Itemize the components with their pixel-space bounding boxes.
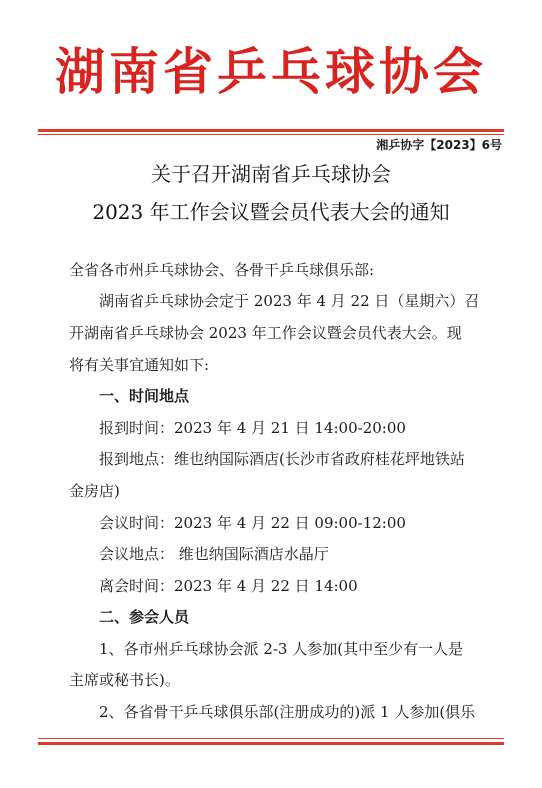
masthead-rule-thin — [38, 134, 504, 135]
meeting-time: 会议时间：2023 年 4 月 22 日 09:00-12:00 — [99, 514, 406, 532]
intro-line-1: 湖南省乒乓球协会定于 2023 年 4 月 22 日（星期六）召 — [99, 292, 480, 310]
leave-time: 离会时间：2023 年 4 月 22 日 14:00 — [99, 577, 358, 595]
attendee-2-line-1: 2、各省骨干乒乓球俱乐部(注册成功的)派 1 人参加(俱乐 — [99, 703, 476, 721]
footer-rule-thick — [38, 742, 504, 745]
checkin-time: 报到时间：2023 年 4 月 21 日 14:00-20:00 — [99, 419, 406, 437]
salutation: 全省各市州乒乓球协会、各骨干乒乓球俱乐部: — [69, 261, 375, 279]
document-number: 湘乒协字【2023】6号 — [376, 138, 502, 152]
section-heading-time-place: 一、时间地点 — [99, 387, 190, 405]
attendee-1-line-2: 主席或秘书长)。 — [69, 671, 180, 689]
notice-title-line1: 关于召开湖南省乒乓球协会 — [151, 162, 391, 186]
footer-rule-thin — [38, 738, 504, 739]
checkin-place-line-1: 报到地点：维也纳国际酒店(长沙市省政府桂花坪地铁站 — [99, 450, 465, 468]
attendee-1-line-1: 1、各市州乒乓球协会派 2-3 人参加(其中至少有一人是 — [99, 640, 464, 658]
section-heading-attendees: 二、参会人员 — [99, 608, 190, 626]
masthead-title: 湖南省乒乓球协会 — [55, 43, 487, 101]
checkin-place-line-2: 金房店) — [69, 482, 120, 500]
masthead-rule-thick — [38, 129, 504, 132]
meeting-place: 会议地点： 维也纳国际酒店水晶厅 — [99, 545, 329, 563]
notice-title-line2: 2023 年工作会议暨会员代表大会的通知 — [92, 200, 450, 224]
intro-line-3: 将有关事宜通知如下: — [69, 356, 210, 374]
intro-line-2: 开湖南省乒乓球协会 2023 年工作会议暨会员代表大会。现 — [69, 324, 462, 342]
